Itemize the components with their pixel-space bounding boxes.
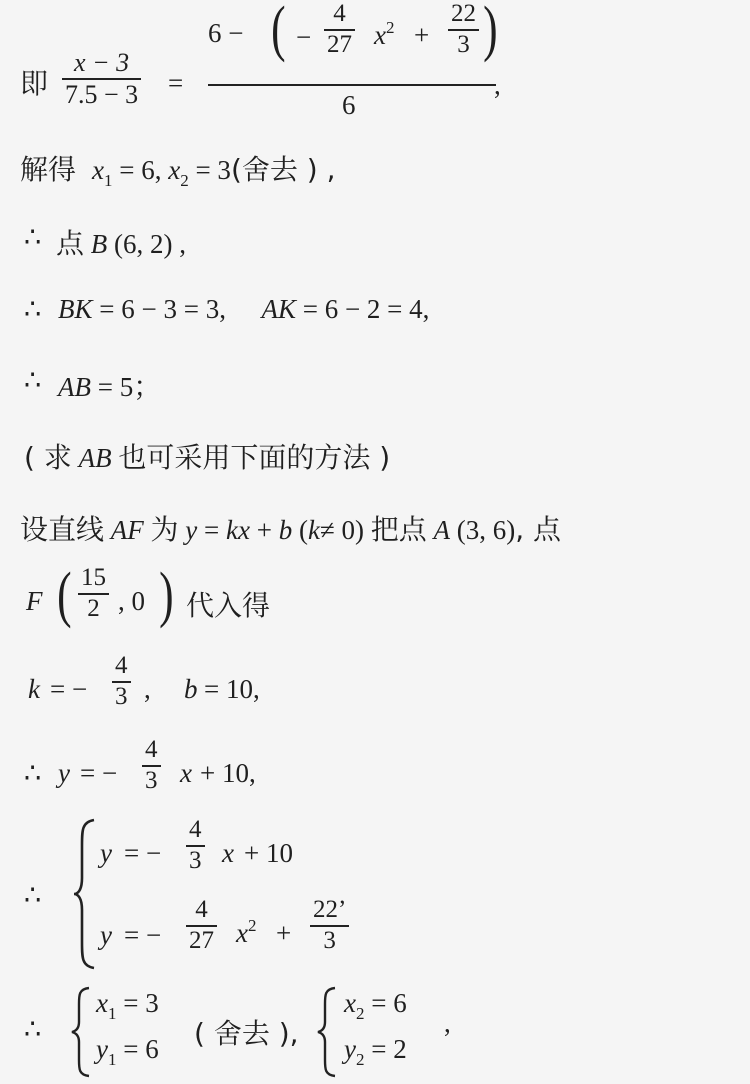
line1-comma: , [494, 70, 501, 100]
eq-sign: = [204, 515, 220, 545]
prefix-text: 解得 [20, 153, 77, 186]
point-coords: (6, 2) [114, 229, 173, 259]
row2-fraction [186, 896, 217, 956]
segment-BK: BK [58, 294, 93, 324]
therefore-symbol: ∴ [24, 758, 42, 788]
sol2-y-sub: 2 [355, 1050, 365, 1069]
x2-var: x [168, 155, 181, 185]
var-x: x [180, 758, 192, 788]
left-paren: ( [57, 561, 72, 629]
therefore-symbol: ∴ [24, 365, 42, 395]
system-row-1 [100, 816, 400, 892]
setup-text-2: 为 [150, 513, 179, 546]
rhs-fraction [206, 0, 496, 128]
sol2-x-val: = 6 [371, 988, 407, 1018]
row2-y: y [100, 920, 112, 950]
inner-x-squared [374, 20, 394, 51]
sol1-y: y [96, 1034, 108, 1064]
right-paren: ) [159, 561, 174, 629]
left-brace [72, 818, 98, 970]
cond-open: ( [298, 515, 308, 545]
right-paren: ) [483, 0, 498, 63]
segment-equations [58, 294, 429, 325]
solution-comma: , [444, 1008, 451, 1038]
row1-den: 3 [189, 846, 202, 874]
row2-exp: 2 [247, 916, 257, 935]
inner-plus: + [414, 20, 430, 50]
note-rest: 也可采用下面的方法 ) [118, 441, 391, 474]
k-eq: = − [50, 674, 88, 704]
solution-values [92, 148, 336, 188]
k-den: 3 [115, 682, 128, 710]
term-kx: kx [226, 515, 250, 545]
row2-den: 27 [189, 926, 214, 954]
system-row-2 [100, 896, 420, 972]
y-eq: = − [80, 758, 118, 788]
x1-sub: 1 [103, 171, 113, 190]
x1-value: = 6, [119, 155, 162, 185]
inner-exp: 2 [385, 18, 395, 37]
inner-x: x [374, 20, 386, 50]
row2-num: 4 [186, 896, 217, 927]
var-k: k [28, 674, 40, 704]
cond-k: k [307, 515, 320, 545]
plus-sign: + [256, 515, 272, 545]
left-paren: ( [271, 0, 286, 63]
sol1-x-sub: 1 [107, 1004, 117, 1023]
lhs-fraction [62, 48, 141, 110]
sol2-y-val: = 2 [371, 1034, 407, 1064]
var-y: y [58, 758, 70, 788]
slope-den: 3 [145, 766, 158, 794]
segment-AB-value: = 5 [97, 372, 134, 402]
y-rest: + 10, [200, 758, 256, 788]
inner-f2-den: 3 [457, 30, 470, 58]
x2-value: = 3 [195, 155, 231, 185]
equals-sign: = [168, 68, 184, 98]
point-A-coords: (3, 6) [456, 515, 516, 545]
therefore-symbol: ∴ [24, 1014, 42, 1044]
row1-y: y [100, 838, 112, 868]
substitute-text: 代入得 [186, 589, 271, 622]
segment-AK: AK [261, 294, 296, 324]
k-fraction [112, 652, 131, 712]
inner-f1-den: 27 [327, 30, 352, 58]
k-comma: , [144, 674, 151, 704]
row2-eq: = − [124, 920, 162, 950]
row2-plus: + [276, 918, 292, 948]
point-B [56, 222, 186, 262]
slope-fraction [142, 736, 161, 796]
setup-text-4: , 点 [515, 513, 562, 546]
rhs-fraction-bar [208, 84, 496, 86]
row1-num: 4 [186, 816, 205, 847]
point-label: 点 [56, 227, 85, 260]
solution-set-1 [96, 984, 206, 1080]
line-AF: AF [110, 515, 144, 545]
F-den: 2 [87, 594, 100, 622]
segment-AB: AB [58, 372, 91, 402]
sol1-x: x [96, 988, 108, 1018]
line-AF-setup [20, 508, 561, 548]
note-AB: AB [78, 443, 112, 473]
row2-fraction-2 [310, 896, 349, 956]
x1-var: x [92, 155, 104, 185]
left-brace-1 [70, 986, 92, 1078]
row2-num2: 22’ [310, 896, 349, 927]
inner-fraction-2 [448, 0, 479, 60]
therefore-symbol: ∴ [24, 880, 42, 910]
sol2-x-sub: 2 [355, 1004, 365, 1023]
F-x-fraction [78, 564, 109, 624]
var-b: b [184, 674, 198, 704]
var-y: y [185, 515, 198, 545]
left-brace-2 [316, 986, 338, 1078]
row1-x: x [222, 838, 234, 868]
segment-BK-value: = 6 − 3 = 3, [99, 294, 226, 324]
lhs-numerator: x − 3 [62, 48, 141, 80]
note-open: ( 求 [24, 441, 72, 474]
k-num: 4 [112, 652, 131, 683]
therefore-symbol: ∴ [24, 294, 42, 324]
discard-note: (舍去 ) , [230, 153, 336, 186]
prefix-text: 即 [20, 67, 49, 100]
sol1-row1 [96, 988, 159, 1023]
solution-set-2 [344, 984, 454, 1080]
inner-fraction-1 [324, 0, 355, 60]
row2-x: x [236, 918, 248, 948]
b-value: = 10, [204, 674, 260, 704]
sol2-row1 [344, 988, 407, 1023]
setup-text-1: 设直线 [20, 513, 105, 546]
line3-comma: , [172, 229, 186, 259]
setup-text-3: 把点 [370, 513, 427, 546]
F-y-coord: , 0 [118, 586, 145, 616]
row1-eq: = − [124, 838, 162, 868]
row1-fraction [186, 816, 205, 876]
sol2-row2 [344, 1034, 407, 1069]
F-num: 15 [78, 564, 109, 595]
inner-minus: − [296, 22, 312, 52]
point-name: B [90, 229, 108, 259]
inner-f1-num: 4 [324, 0, 355, 31]
sol2-x: x [344, 988, 356, 1018]
row1-rest: + 10 [244, 838, 293, 868]
sol1-y-val: = 6 [123, 1034, 159, 1064]
segment-AB-equation [58, 365, 161, 405]
rhs-lead: 6 − [208, 18, 244, 48]
x2-sub: 2 [180, 171, 189, 190]
rhs-numerator [206, 0, 496, 80]
segment-AK-value: = 6 − 2 = 4, [302, 294, 430, 324]
sol2-y: y [344, 1034, 356, 1064]
line5-semicolon: ； [133, 370, 162, 403]
point-A: A [433, 515, 451, 545]
point-F: F [26, 586, 43, 616]
sol1-row2 [96, 1034, 159, 1069]
cond-rest: ≠ 0) [319, 515, 364, 545]
slope-num: 4 [142, 736, 161, 767]
row2-x-squared [236, 918, 256, 949]
sol1-x-val: = 3 [123, 988, 159, 1018]
sol1-y-sub: 1 [107, 1050, 117, 1069]
term-b: b [278, 515, 293, 545]
alt-method-note [24, 436, 390, 476]
lhs-denominator: 7.5 − 3 [65, 79, 139, 109]
therefore-symbol: ∴ [24, 222, 42, 252]
row2-den2: 3 [323, 926, 336, 954]
rhs-denominator: 6 [342, 90, 356, 120]
inner-f2-num: 22 [448, 0, 479, 31]
discard-note: ( 舍去 ), [194, 1017, 299, 1050]
